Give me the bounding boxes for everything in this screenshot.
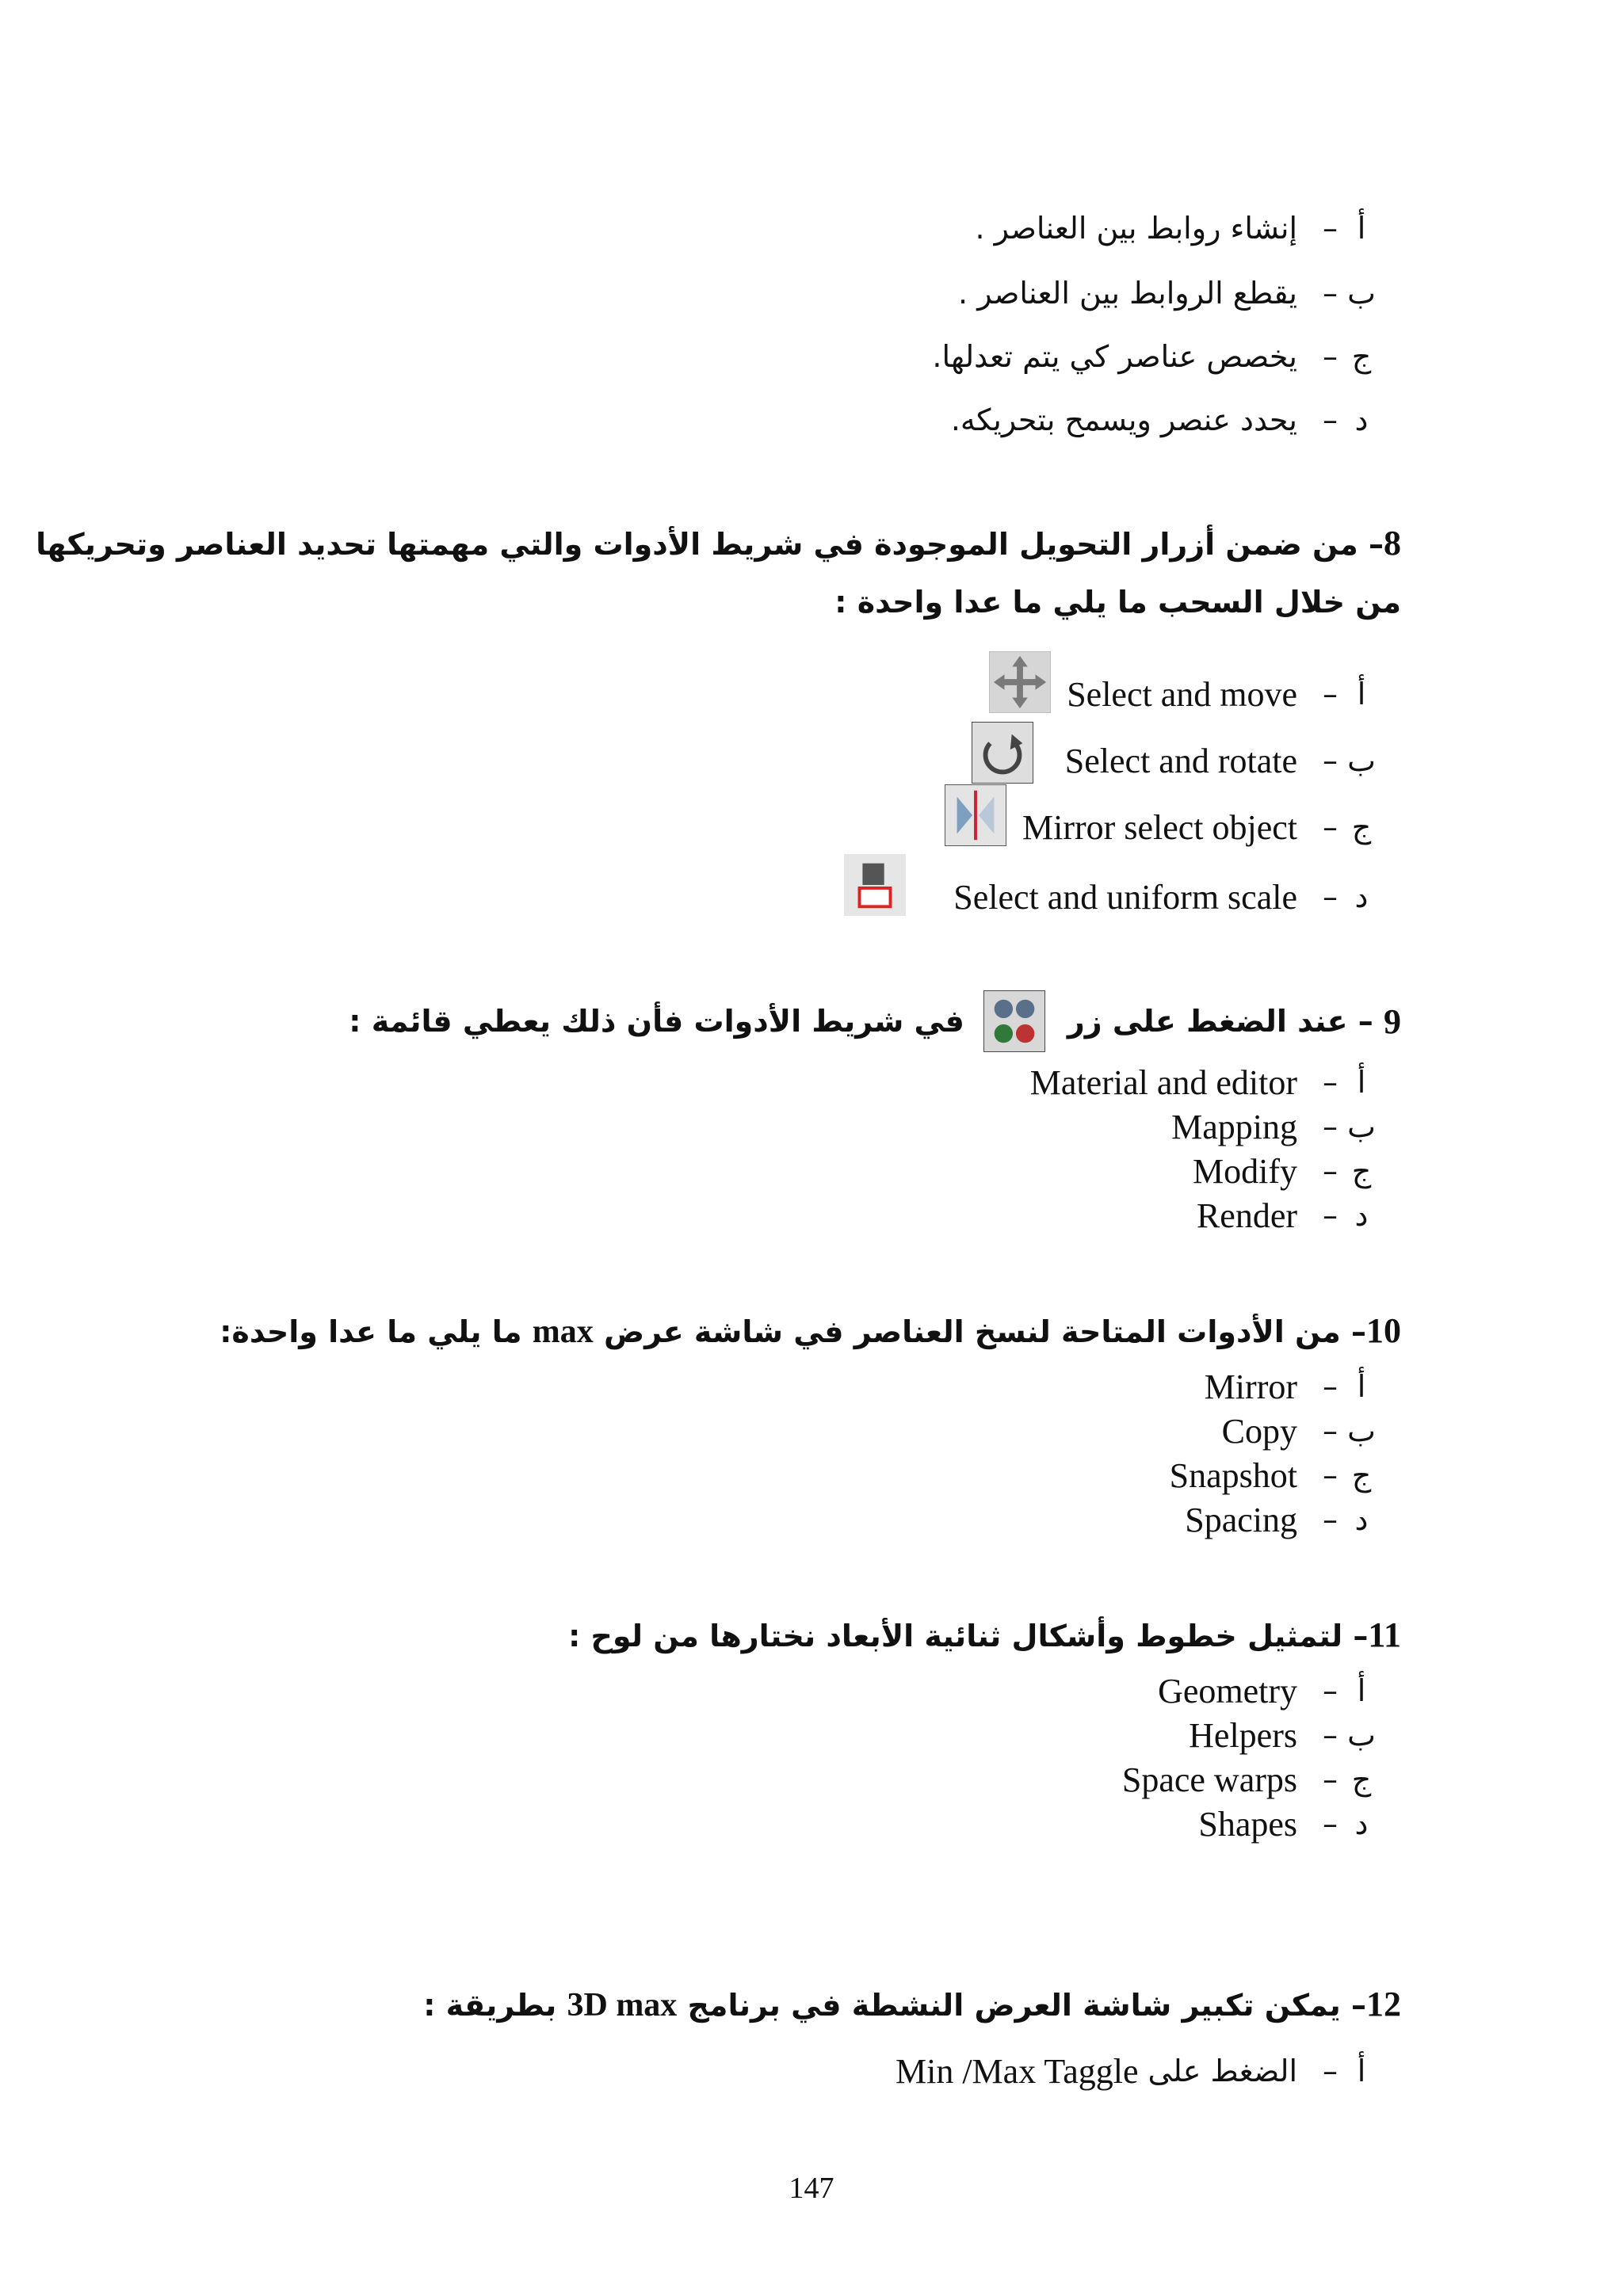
option-text: Select and rotate — [1064, 741, 1297, 780]
option-text-en: Min /Max Taggle — [895, 2051, 1139, 2091]
question-text: عند الضغط على زر — [1067, 1004, 1348, 1039]
q7-option-d: د – يحدد عنصر ويسمح بتحريكه. — [951, 396, 1385, 444]
option-text: يقطع الروابط بين العناصر . — [958, 276, 1297, 311]
option-text: Spacing — [1185, 1500, 1297, 1539]
q8-question-line1: 8– من ضمن أزرار التحويل الموجودة في شريط الأدوات والتي مهمتها تحديد العناصر وتحريكها — [36, 524, 1401, 563]
q9-option-b: ب – Mapping — [1171, 1107, 1376, 1146]
question-text-cont: في شريط الأدوات فأن ذلك يعطي قائمة : — [349, 1004, 964, 1039]
option-text: Select and uniform scale — [953, 877, 1297, 917]
question-number: 12 — [1366, 1985, 1401, 2023]
q11-option-a: أ – Geometry — [1158, 1671, 1366, 1711]
question-text: من خلال السحب ما يلي ما عدا واحدة : — [834, 585, 1401, 620]
option-letter: أ — [1357, 211, 1366, 246]
q9-question: 9 – عند الضغط على زر في شريط الأدوات فأن ذلك يعطي قائمة : — [349, 990, 1401, 1052]
question-number: 11 — [1368, 1615, 1401, 1654]
option-letter: د — [1354, 402, 1369, 437]
option-text: يخصص عناصر كي يتم تعدلها. — [932, 339, 1297, 374]
option-letter: ب — [1347, 276, 1376, 311]
option-text: يحدد عنصر ويسمح بتحريكه. — [950, 402, 1297, 437]
question-number: 10 — [1366, 1311, 1401, 1350]
q11-question: 11– لتمثيل خطوط وأشكال ثنائية الأبعاد نختارها من لوح : — [568, 1615, 1401, 1654]
q9-option-a: أ – Material and editor — [1029, 1062, 1366, 1102]
q8-option-d: د – Select and uniform scale — [844, 865, 1385, 929]
q7-option-b: ب – يقطع الروابط بين العناصر . — [958, 269, 1385, 317]
question-text: من ضمن أزرار التحويل الموجودة في شريط الأدوات والتي مهمتها تحديد العناصر وتحريكها — [36, 527, 1358, 562]
q11-option-d: د – Shapes — [1198, 1804, 1369, 1844]
q8-option-b: ب – Select and rotate — [972, 729, 1385, 792]
question-number: 8 — [1384, 524, 1401, 563]
q11-option-b: ب – Helpers — [1189, 1715, 1376, 1755]
option-text: Shapes — [1198, 1804, 1297, 1844]
option-text: Helpers — [1189, 1715, 1297, 1755]
option-text-ar: الضغط على — [1148, 2054, 1297, 2088]
q12-question: 12– يمكن تكبير شاشة العرض النشطة في برنامج 3D max بطريقة : — [423, 1985, 1401, 2023]
option-letter: ج — [1351, 339, 1372, 374]
q10-question: 10– من الأدوات المتاحة لنسخ العناصر في شاشة عرض max ما يلي ما عدا واحدة: — [220, 1311, 1401, 1350]
q8-option-a: أ – Select and move — [989, 662, 1385, 726]
mirror-icon — [945, 784, 1006, 846]
q10-option-c: ج – Snapshot — [1169, 1455, 1372, 1495]
option-text: Space warps — [1121, 1760, 1297, 1799]
q12-option-a: أ – الضغط على Min /Max Taggle — [895, 2051, 1366, 2091]
option-text: Modify — [1193, 1151, 1297, 1191]
option-text: Snapshot — [1169, 1455, 1297, 1495]
option-text: Mapping — [1171, 1107, 1297, 1146]
q8-option-c: ج – Mirror select object — [945, 795, 1385, 859]
rotate-icon — [972, 722, 1033, 784]
option-text: Geometry — [1158, 1671, 1297, 1711]
q10-option-d: د – Spacing — [1185, 1500, 1369, 1539]
option-text: Select and move — [1067, 674, 1297, 714]
page-number: 147 — [789, 2172, 834, 2205]
question-number: 9 — [1384, 1001, 1401, 1041]
q7-option-c: ج – يخصص عناصر كي يتم تعدلها. — [932, 333, 1385, 380]
q9-option-c: ج – Modify — [1193, 1151, 1372, 1191]
q10-option-a: أ – Mirror — [1204, 1367, 1366, 1406]
q9-option-d: د – Render — [1196, 1196, 1369, 1235]
q10-option-b: ب – Copy — [1221, 1411, 1376, 1451]
q8-question-line2 — [834, 585, 1401, 620]
material-editor-icon — [983, 990, 1045, 1052]
option-text: Material and editor — [1029, 1062, 1297, 1102]
q11-option-c: ج – Space warps — [1121, 1760, 1372, 1799]
q7-option-a: أ – إنشاء روابط بين العناصر . — [976, 204, 1386, 252]
scale-icon — [844, 854, 906, 916]
move-icon — [989, 651, 1051, 713]
option-text: Copy — [1221, 1411, 1297, 1451]
option-text: Mirror select object — [1022, 807, 1297, 847]
option-text: Render — [1196, 1196, 1297, 1235]
option-text: إنشاء روابط بين العناصر . — [975, 211, 1297, 246]
option-text: Mirror — [1204, 1367, 1297, 1406]
